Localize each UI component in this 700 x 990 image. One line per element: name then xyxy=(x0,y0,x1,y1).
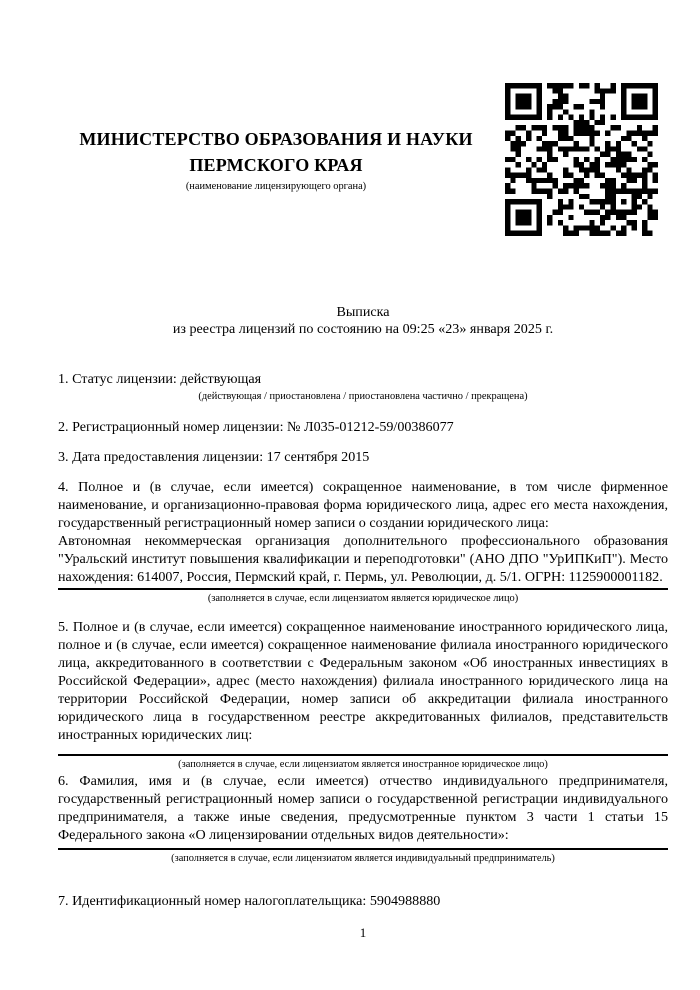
taxpayer-id-text: 7. Идентификационный номер налогоплательщика: 5904988880 xyxy=(58,893,441,909)
license-status-text: 1. Статус лицензии: действующая xyxy=(58,371,262,387)
item-individual-entrepreneur-info xyxy=(58,772,668,865)
item-taxpayer-id xyxy=(58,892,668,910)
registration-number-text: 2. Регистрационный номер лицензии: № Л035-01212-59/00386077 xyxy=(58,419,454,435)
extract-title-block xyxy=(58,304,668,337)
legal-entity-value: Автономная некоммерческая организация дополнительного профессионального образования "Уральский институт повышения квалификации и переподготовки" (АНО ДПО "УрИПКиП"). Место нахождения: 614007, Россия, Пермский край, г. Пермь, ул. Революции, д. 5/1. ОГРН: 1125900001182. xyxy=(58,533,668,585)
legal-entity-label: 4. Полное и (в случае, если имеется) сокращенное наименование, в том числе фирменное наименование, и организационно-правовая форма юридического лица, адрес его места нахождения, государственный регистрационный номер записи о создании юридического лица: xyxy=(58,479,668,531)
ministry-name-line2: ПЕРМСКОГО КРАЯ xyxy=(189,155,363,175)
individual-entrepreneur-caption: (заполняется в случае, если лицензиатом является индивидуальный предприниматель) xyxy=(171,853,555,864)
ministry-name-line1: МИНИСТЕРСТВО ОБРАЗОВАНИЯ И НАУКИ xyxy=(79,129,473,149)
foreign-entity-label: 5. Полное и (в случае, если имеется) сокращенное наименование иностранного юридического лица, полное и (в случае, если имеется) сокращенное наименование филиала иностранного юридического лица, аккредитованного в соответствии с Федеральным законом «Об иностранных инвестициях в Российской Федерации», адрес (место нахождения) филиала иностранного юридического лица на территории Российской Федерации, номер записи об аккредитации филиала иностранного юридического лица в государственном реестре аккредитованных филиалов, представительств иностранных юридических лиц: xyxy=(58,619,668,743)
item-license-grant-date xyxy=(58,448,668,466)
fill-in-line xyxy=(58,588,668,590)
fill-in-line xyxy=(58,754,668,756)
license-status-caption: (действующая / приостановлена / приостановлена частично / прекращена) xyxy=(198,391,528,402)
licensing-authority-caption: (наименование лицензирующего органа) xyxy=(185,181,367,192)
foreign-entity-caption: (заполняется в случае, если лицензиатом является иностранное юридическое лицо) xyxy=(178,759,548,770)
item-legal-entity-info xyxy=(58,478,668,605)
extract-title: Выписка xyxy=(336,304,390,320)
qr-code-icon xyxy=(505,83,658,236)
fill-in-line xyxy=(58,848,668,850)
item-foreign-entity-info xyxy=(58,618,668,771)
individual-entrepreneur-label: 6. Фамилия, имя и (в случае, если имеется) отчество индивидуального предпринимателя, государственный регистрационный номер записи о государственной регистрации индивидуального предпринимателя, а также иные сведения, предусмотренные пунктом 3 части 1 статьи 15 Федерального закона «О лицензировании отдельных видов деятельности»: xyxy=(58,773,668,843)
page-number: 1 xyxy=(359,925,367,940)
item-license-status xyxy=(58,370,668,403)
legal-entity-caption: (заполняется в случае, если лицензиатом является юридическое лицо) xyxy=(207,593,519,604)
item-registration-number xyxy=(58,418,668,436)
license-grant-date-text: 3. Дата предоставления лицензии: 17 сентября 2015 xyxy=(58,449,370,465)
extract-subtitle: из реестра лицензий по состоянию на 09:25 «23» января 2025 г. xyxy=(172,320,554,337)
ministry-header xyxy=(58,126,494,193)
